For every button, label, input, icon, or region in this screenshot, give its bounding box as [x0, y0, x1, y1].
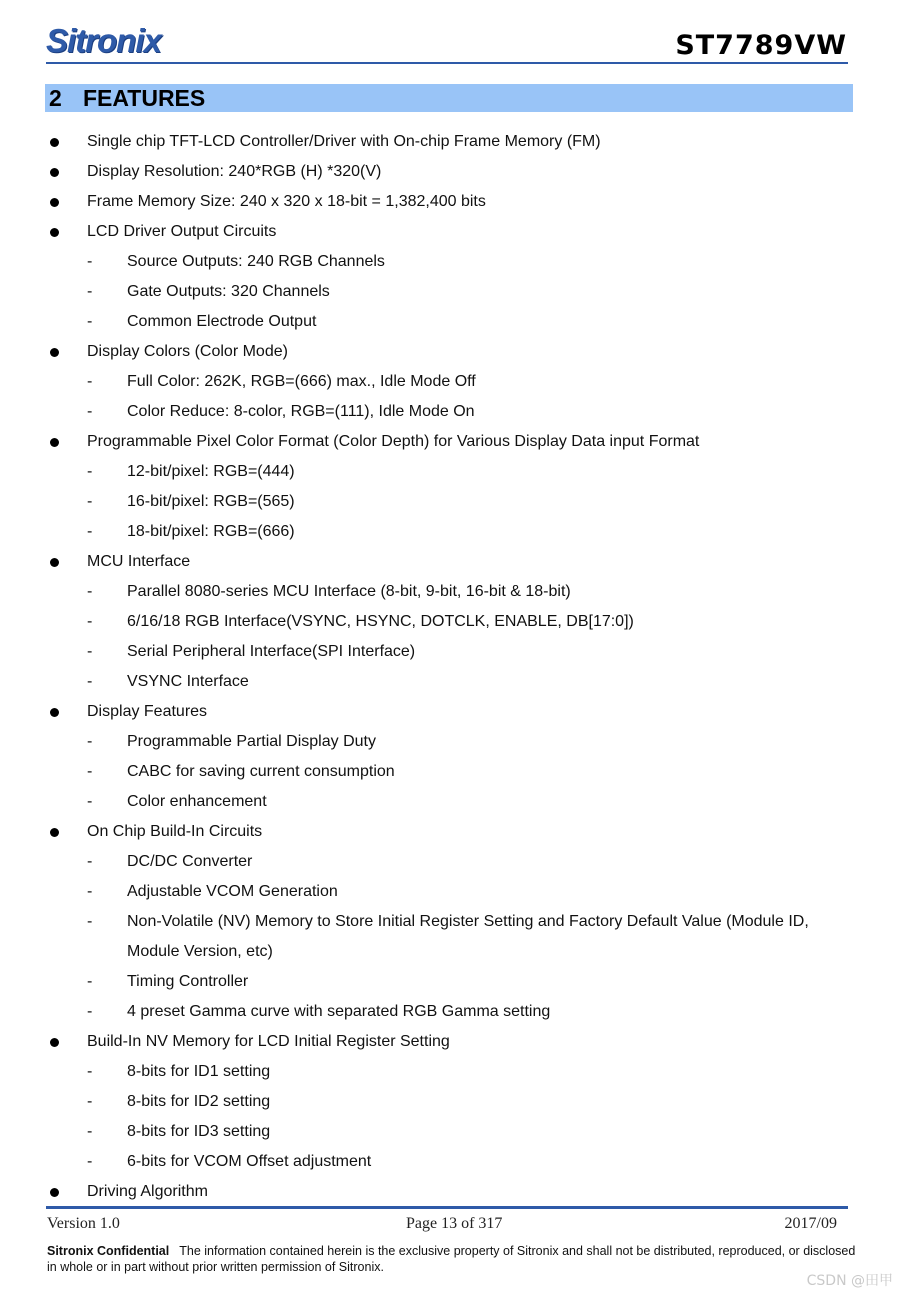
footer-version: Version 1.0 — [47, 1215, 120, 1232]
feature-subtext: DC/DC Converter — [127, 853, 253, 870]
feature-item — [0, 127, 899, 157]
feature-text: Build-In NV Memory for LCD Initial Register Setting — [87, 1033, 450, 1050]
feature-item — [0, 427, 899, 457]
dash-icon: - — [87, 463, 93, 480]
feature-subitem — [0, 967, 899, 997]
footer-page-number: Page 13 of 317 — [406, 1215, 503, 1232]
dash-icon: - — [87, 253, 93, 270]
model-number: ST7789VW — [675, 30, 847, 61]
dash-icon: - — [87, 1153, 93, 1170]
sitronix-logo: Sitronix — [46, 22, 161, 59]
feature-item — [0, 1027, 899, 1057]
dash-icon: - — [87, 733, 93, 750]
dash-icon: - — [87, 883, 93, 900]
dash-icon: - — [87, 493, 93, 510]
feature-subitem — [0, 1087, 899, 1117]
feature-item — [0, 217, 899, 247]
feature-item — [0, 547, 899, 577]
section-number: 2 — [49, 85, 62, 111]
bullet-icon — [50, 348, 59, 357]
feature-subitem — [0, 907, 899, 967]
feature-subtext: Source Outputs: 240 RGB Channels — [127, 253, 385, 270]
feature-text: Programmable Pixel Color Format (Color Depth) for Various Display Data input Format — [87, 433, 700, 450]
footer-divider — [46, 1206, 848, 1209]
dash-icon: - — [87, 763, 93, 780]
dash-icon: - — [87, 283, 93, 300]
dash-icon: - — [87, 793, 93, 810]
section-title: FEATURES — [83, 85, 206, 111]
feature-list — [0, 127, 899, 1207]
feature-subitem — [0, 637, 899, 667]
feature-subtext: 8-bits for ID3 setting — [127, 1123, 271, 1140]
feature-subitem — [0, 1057, 899, 1087]
feature-subtext: 6/16/18 RGB Interface(VSYNC, HSYNC, DOTCLK, ENABLE, DB[17:0]) — [127, 613, 634, 630]
feature-subitem — [0, 577, 899, 607]
dash-icon: - — [87, 643, 93, 660]
header-divider — [46, 62, 848, 64]
footer-date: 2017/09 — [784, 1215, 837, 1232]
feature-subitem — [0, 997, 899, 1027]
dash-icon: - — [87, 1123, 93, 1140]
feature-subitem — [0, 277, 899, 307]
bullet-icon — [50, 708, 59, 717]
bullet-icon — [50, 828, 59, 837]
feature-subtext: Adjustable VCOM Generation — [127, 883, 338, 900]
bullet-icon — [50, 138, 59, 147]
bullet-icon — [50, 438, 59, 447]
dash-icon: - — [87, 1063, 93, 1080]
feature-subitem — [0, 607, 899, 637]
feature-subtext: Color enhancement — [127, 793, 267, 810]
feature-item — [0, 337, 899, 367]
dash-icon: - — [87, 853, 93, 870]
feature-item — [0, 157, 899, 187]
feature-subitem — [0, 397, 899, 427]
feature-subtext: Common Electrode Output — [127, 313, 317, 330]
feature-subtext: 8-bits for ID2 setting — [127, 1093, 271, 1110]
bullet-icon — [50, 1188, 59, 1197]
dash-icon: - — [87, 523, 93, 540]
dash-icon: - — [87, 913, 93, 930]
feature-subtext: 16-bit/pixel: RGB=(565) — [127, 493, 295, 510]
feature-subtext: VSYNC Interface — [127, 673, 249, 690]
bullet-icon — [50, 1038, 59, 1047]
feature-item — [0, 187, 899, 217]
feature-subitem — [0, 877, 899, 907]
feature-subitem — [0, 667, 899, 697]
feature-subitem — [0, 517, 899, 547]
feature-subitem — [0, 367, 899, 397]
feature-subitem — [0, 307, 899, 337]
feature-item — [0, 817, 899, 847]
feature-text: Display Features — [87, 703, 208, 720]
feature-subtext: 6-bits for VCOM Offset adjustment — [127, 1153, 372, 1170]
confidential-notice — [47, 1243, 857, 1275]
section-heading — [45, 84, 853, 112]
feature-subtext: 12-bit/pixel: RGB=(444) — [127, 463, 295, 480]
feature-subitem — [0, 247, 899, 277]
feature-text: MCU Interface — [87, 553, 191, 570]
watermark: CSDN @田甲 — [806, 1273, 893, 1289]
feature-subitem — [0, 457, 899, 487]
dash-icon: - — [87, 313, 93, 330]
feature-subitem — [0, 487, 899, 517]
feature-text: Single chip TFT-LCD Controller/Driver with On-chip Frame Memory (FM) — [87, 133, 601, 150]
feature-item — [0, 1177, 899, 1207]
feature-subtext: Non-Volatile (NV) Memory to Store Initial Register Setting and Factory Default Value (Module ID, Module Version, etc) — [127, 913, 809, 960]
feature-subtext: Timing Controller — [127, 973, 249, 990]
feature-subitem — [0, 1147, 899, 1177]
bullet-icon — [50, 198, 59, 207]
feature-subtext: Full Color: 262K, RGB=(666) max., Idle Mode Off — [127, 373, 476, 390]
bullet-icon — [50, 558, 59, 567]
dash-icon: - — [87, 973, 93, 990]
feature-subitem — [0, 757, 899, 787]
feature-subitem — [0, 1117, 899, 1147]
feature-subitem — [0, 847, 899, 877]
dash-icon: - — [87, 1003, 93, 1020]
dash-icon: - — [87, 613, 93, 630]
feature-text: Driving Algorithm — [87, 1183, 208, 1200]
bullet-icon — [50, 168, 59, 177]
feature-subtext: Serial Peripheral Interface(SPI Interface) — [127, 643, 416, 660]
feature-subtext: Gate Outputs: 320 Channels — [127, 283, 330, 300]
feature-text: On Chip Build-In Circuits — [87, 823, 263, 840]
dash-icon: - — [87, 1093, 93, 1110]
bullet-icon — [50, 228, 59, 237]
dash-icon: - — [87, 583, 93, 600]
feature-subtext: CABC for saving current consumption — [127, 763, 395, 780]
page-header — [0, 0, 899, 70]
dash-icon: - — [87, 673, 93, 690]
feature-subtext: 8-bits for ID1 setting — [127, 1063, 271, 1080]
dash-icon: - — [87, 403, 93, 420]
feature-subtext: Parallel 8080-series MCU Interface (8-bit, 9-bit, 16-bit & 18-bit) — [127, 583, 571, 600]
feature-subtext: Color Reduce: 8-color, RGB=(111), Idle Mode On — [127, 403, 475, 420]
feature-text: Display Resolution: 240*RGB (H) *320(V) — [87, 163, 382, 180]
feature-subtext: 4 preset Gamma curve with separated RGB Gamma setting — [127, 1003, 551, 1020]
feature-subtext: 18-bit/pixel: RGB=(666) — [127, 523, 295, 540]
feature-text: LCD Driver Output Circuits — [87, 223, 277, 240]
feature-text: Display Colors (Color Mode) — [87, 343, 288, 360]
confidential-text: The information contained herein is the exclusive property of Sitronix and shall not be distributed, reproduced, or disclosed in whole or in part without prior written permission of Sitronix. — [47, 1244, 856, 1274]
feature-subitem — [0, 727, 899, 757]
feature-text: Frame Memory Size: 240 x 320 x 18-bit = 1,382,400 bits — [87, 193, 486, 210]
feature-subtext: Programmable Partial Display Duty — [127, 733, 376, 750]
feature-subitem — [0, 787, 899, 817]
dash-icon: - — [87, 373, 93, 390]
feature-item — [0, 697, 899, 727]
confidential-label: Sitronix Confidential — [47, 1244, 170, 1258]
